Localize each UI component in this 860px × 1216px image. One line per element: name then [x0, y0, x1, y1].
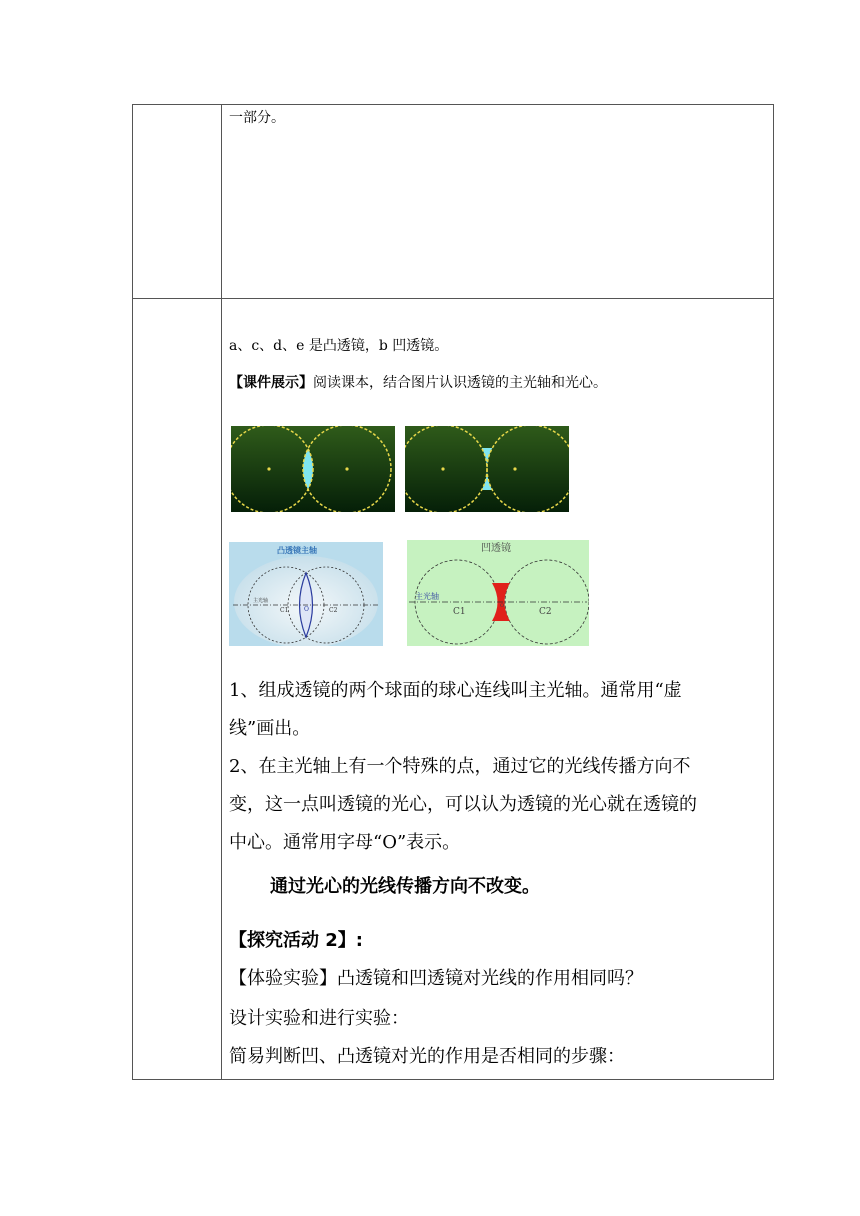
concave-c2-label: C2	[539, 607, 552, 617]
concave-axis-label: 主光轴	[415, 592, 439, 601]
key-conclusion: 通过光心的光线传播方向不改变。	[270, 876, 540, 897]
steps-text: 简易判断凹、凸透镜对光的作用是否相同的步骤：	[229, 1046, 625, 1067]
experience-label: 【体验实验】	[229, 968, 337, 989]
convex-c2-label: C2	[329, 607, 338, 614]
convex-figure-title: 凸透镜主轴	[277, 546, 317, 555]
convex-axis-label: 主光轴	[253, 598, 269, 604]
convex-o-label: O	[304, 606, 309, 613]
courseware-label: 【课件展示】	[229, 375, 313, 391]
concave-principal-axis-figure	[407, 540, 589, 646]
design-experiment-text: 设计实验和进行实验：	[229, 1008, 409, 1029]
column-divider	[221, 104, 222, 1080]
concave-figure-title: 凹透镜	[481, 543, 511, 554]
convex-lens-figure	[231, 426, 395, 512]
concave-o-label: O	[500, 603, 505, 609]
principal-axis-definition-line2: 线”画出。	[229, 718, 311, 739]
row-divider	[132, 298, 774, 299]
concave-c1-label: C1	[453, 607, 466, 617]
courseware-text: 阅读课本，结合图片认识透镜的主光轴和光心。	[313, 375, 607, 391]
concave-lens-figure	[405, 426, 569, 512]
optical-center-definition-line2: 变，这一点叫透镜的光心，可以认为透镜的光心就在透镜的	[229, 794, 697, 815]
optical-center-definition-line1: 2、在主光轴上有一个特殊的点，通过它的光线传播方向不	[229, 756, 691, 777]
courseware-display	[229, 372, 607, 392]
experience-experiment	[229, 964, 643, 990]
activity-2-heading: 【探究活动 2】:	[229, 930, 363, 951]
convex-principal-axis-figure	[229, 542, 383, 646]
optical-center-definition-line3: 中心。通常用字母“O”表示。	[229, 832, 461, 853]
principal-axis-definition-line1: 1、组成透镜的两个球面的球心连线叫主光轴。通常用“虚	[229, 680, 682, 701]
convex-c1-label: C1	[280, 607, 289, 614]
experience-question: 凸透镜和凹透镜对光线的作用相同吗？	[337, 968, 643, 989]
row1-continuation: 一部分。	[229, 110, 285, 126]
lens-classification: a、c、d、e 是凸透镜，b 凹透镜。	[229, 338, 449, 354]
